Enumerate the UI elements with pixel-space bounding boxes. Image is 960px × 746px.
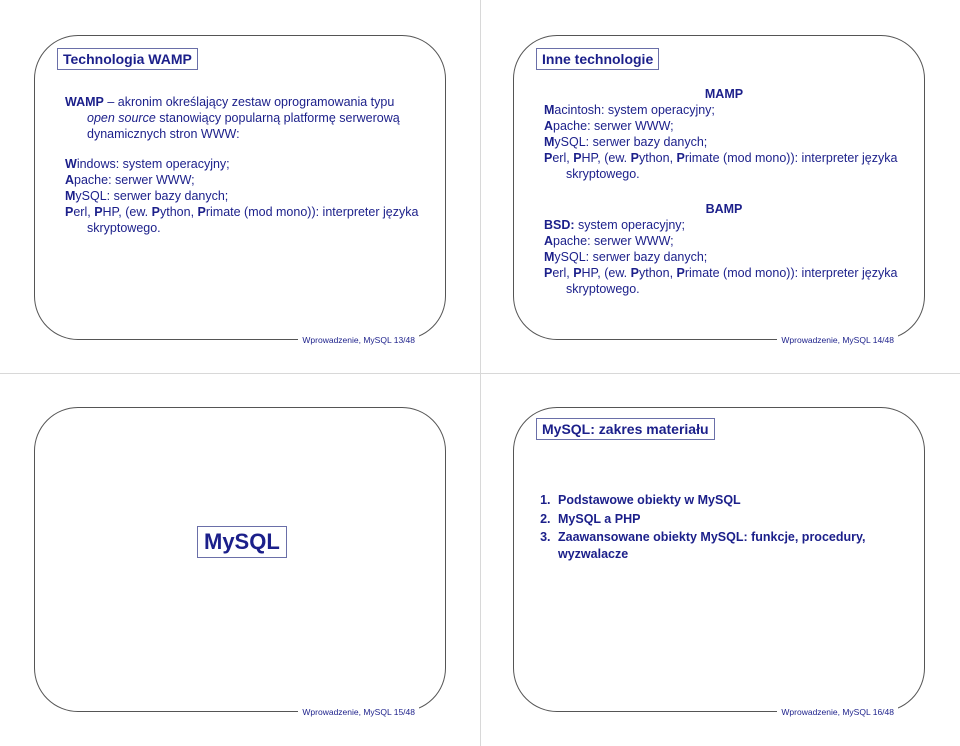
list-item: 3. Zaawansowane obiekty MySQL: funkcje, procedury, wyzwalacze [554,529,904,562]
text: pache: serwer WWW; [74,173,195,187]
text-line [544,150,904,182]
text: erl, [552,266,574,280]
text-line [544,118,904,134]
list-item: 1. Podstawowe obiekty w MySQL [554,492,904,509]
intro-paragraph [65,94,425,142]
slide-footer: Wprowadzenie, MySQL 14/48 [777,335,898,345]
slide-footer: Wprowadzenie, MySQL 16/48 [777,707,898,717]
bold-text: P [544,151,553,165]
text-line [65,172,425,188]
text-line [544,217,904,233]
slide-title: MySQL: zakres materiału [536,418,715,440]
text-line [65,156,425,172]
text: pache: serwer WWW; [553,119,674,133]
slide-15 [34,407,446,717]
bold-text: BSD: [544,218,575,232]
text: HP, (ew. [581,266,631,280]
section-title: MySQL [197,526,287,558]
text: ython, [638,151,677,165]
text-line [65,94,425,142]
bold-text: P [676,151,685,165]
slide-13 [34,35,446,345]
topic-list [536,492,904,562]
text-line [544,265,904,297]
text: – akronim określający zestaw oprogramowania typu [103,95,395,109]
bold-text: M [65,189,76,203]
bold-text: P [630,266,639,280]
bold-text: M [544,250,555,264]
text: acintosh: system operacyjny; [554,103,715,117]
bold-text: A [544,119,554,133]
slide-footer: Wprowadzenie, MySQL 15/48 [298,707,419,717]
text: ySQL: serwer bazy danych; [75,189,229,203]
slide-title: Inne technologie [536,48,659,70]
text: rimate (mod mono)): interpreter języka skryptowego. [566,151,898,181]
text: system operacyjny; [574,218,686,232]
bamp-list [544,217,904,297]
text: ySQL: serwer bazy danych; [554,135,708,149]
bold-text: P [197,205,206,219]
text: indows: system operacyjny; [76,157,230,171]
text-line [544,249,904,265]
slide-footer: Wprowadzenie, MySQL 13/48 [298,335,419,345]
component-list [65,156,425,236]
bold-text: P [573,151,582,165]
text-line [544,233,904,249]
italic-text: open source [87,111,156,125]
text-line [65,204,425,236]
bold-text: M [544,103,555,117]
text: erl, [73,205,95,219]
text: rimate (mod mono)): interpreter języka skryptowego. [87,205,419,235]
bold-text: P [544,266,553,280]
text: rimate (mod mono)): interpreter języka skryptowego. [566,266,898,296]
bold-text: W [65,157,77,171]
bold-text: P [630,151,639,165]
bold-text: P [94,205,103,219]
text: ySQL: serwer bazy danych; [554,250,708,264]
text: ython, [159,205,198,219]
text: erl, [552,151,574,165]
bold-text: P [65,205,74,219]
text: HP, (ew. [102,205,152,219]
mamp-list [544,102,904,182]
text: HP, (ew. [581,151,631,165]
text-line [65,188,425,204]
page-divider-horizontal [0,373,960,374]
slide-title: Technologia WAMP [57,48,198,70]
bamp-heading: BAMP [705,202,743,216]
bold-text: M [544,135,555,149]
text: stanowiący popularną platformę serwerową dynamicznych stron WWW: [87,111,400,141]
text-line [544,102,904,118]
text: pache: serwer WWW; [553,234,674,248]
list-item: 2. MySQL a PHP [554,511,904,528]
bold-text: P [573,266,582,280]
text-line [544,134,904,150]
mamp-heading: MAMP [704,87,744,101]
bold-text: WAMP [65,95,104,109]
text: ython, [638,266,677,280]
slide-16 [513,407,925,717]
bold-text: P [676,266,685,280]
bold-text: A [65,173,75,187]
slide-14 [513,35,925,345]
bold-text: A [544,234,554,248]
bold-text: P [151,205,160,219]
